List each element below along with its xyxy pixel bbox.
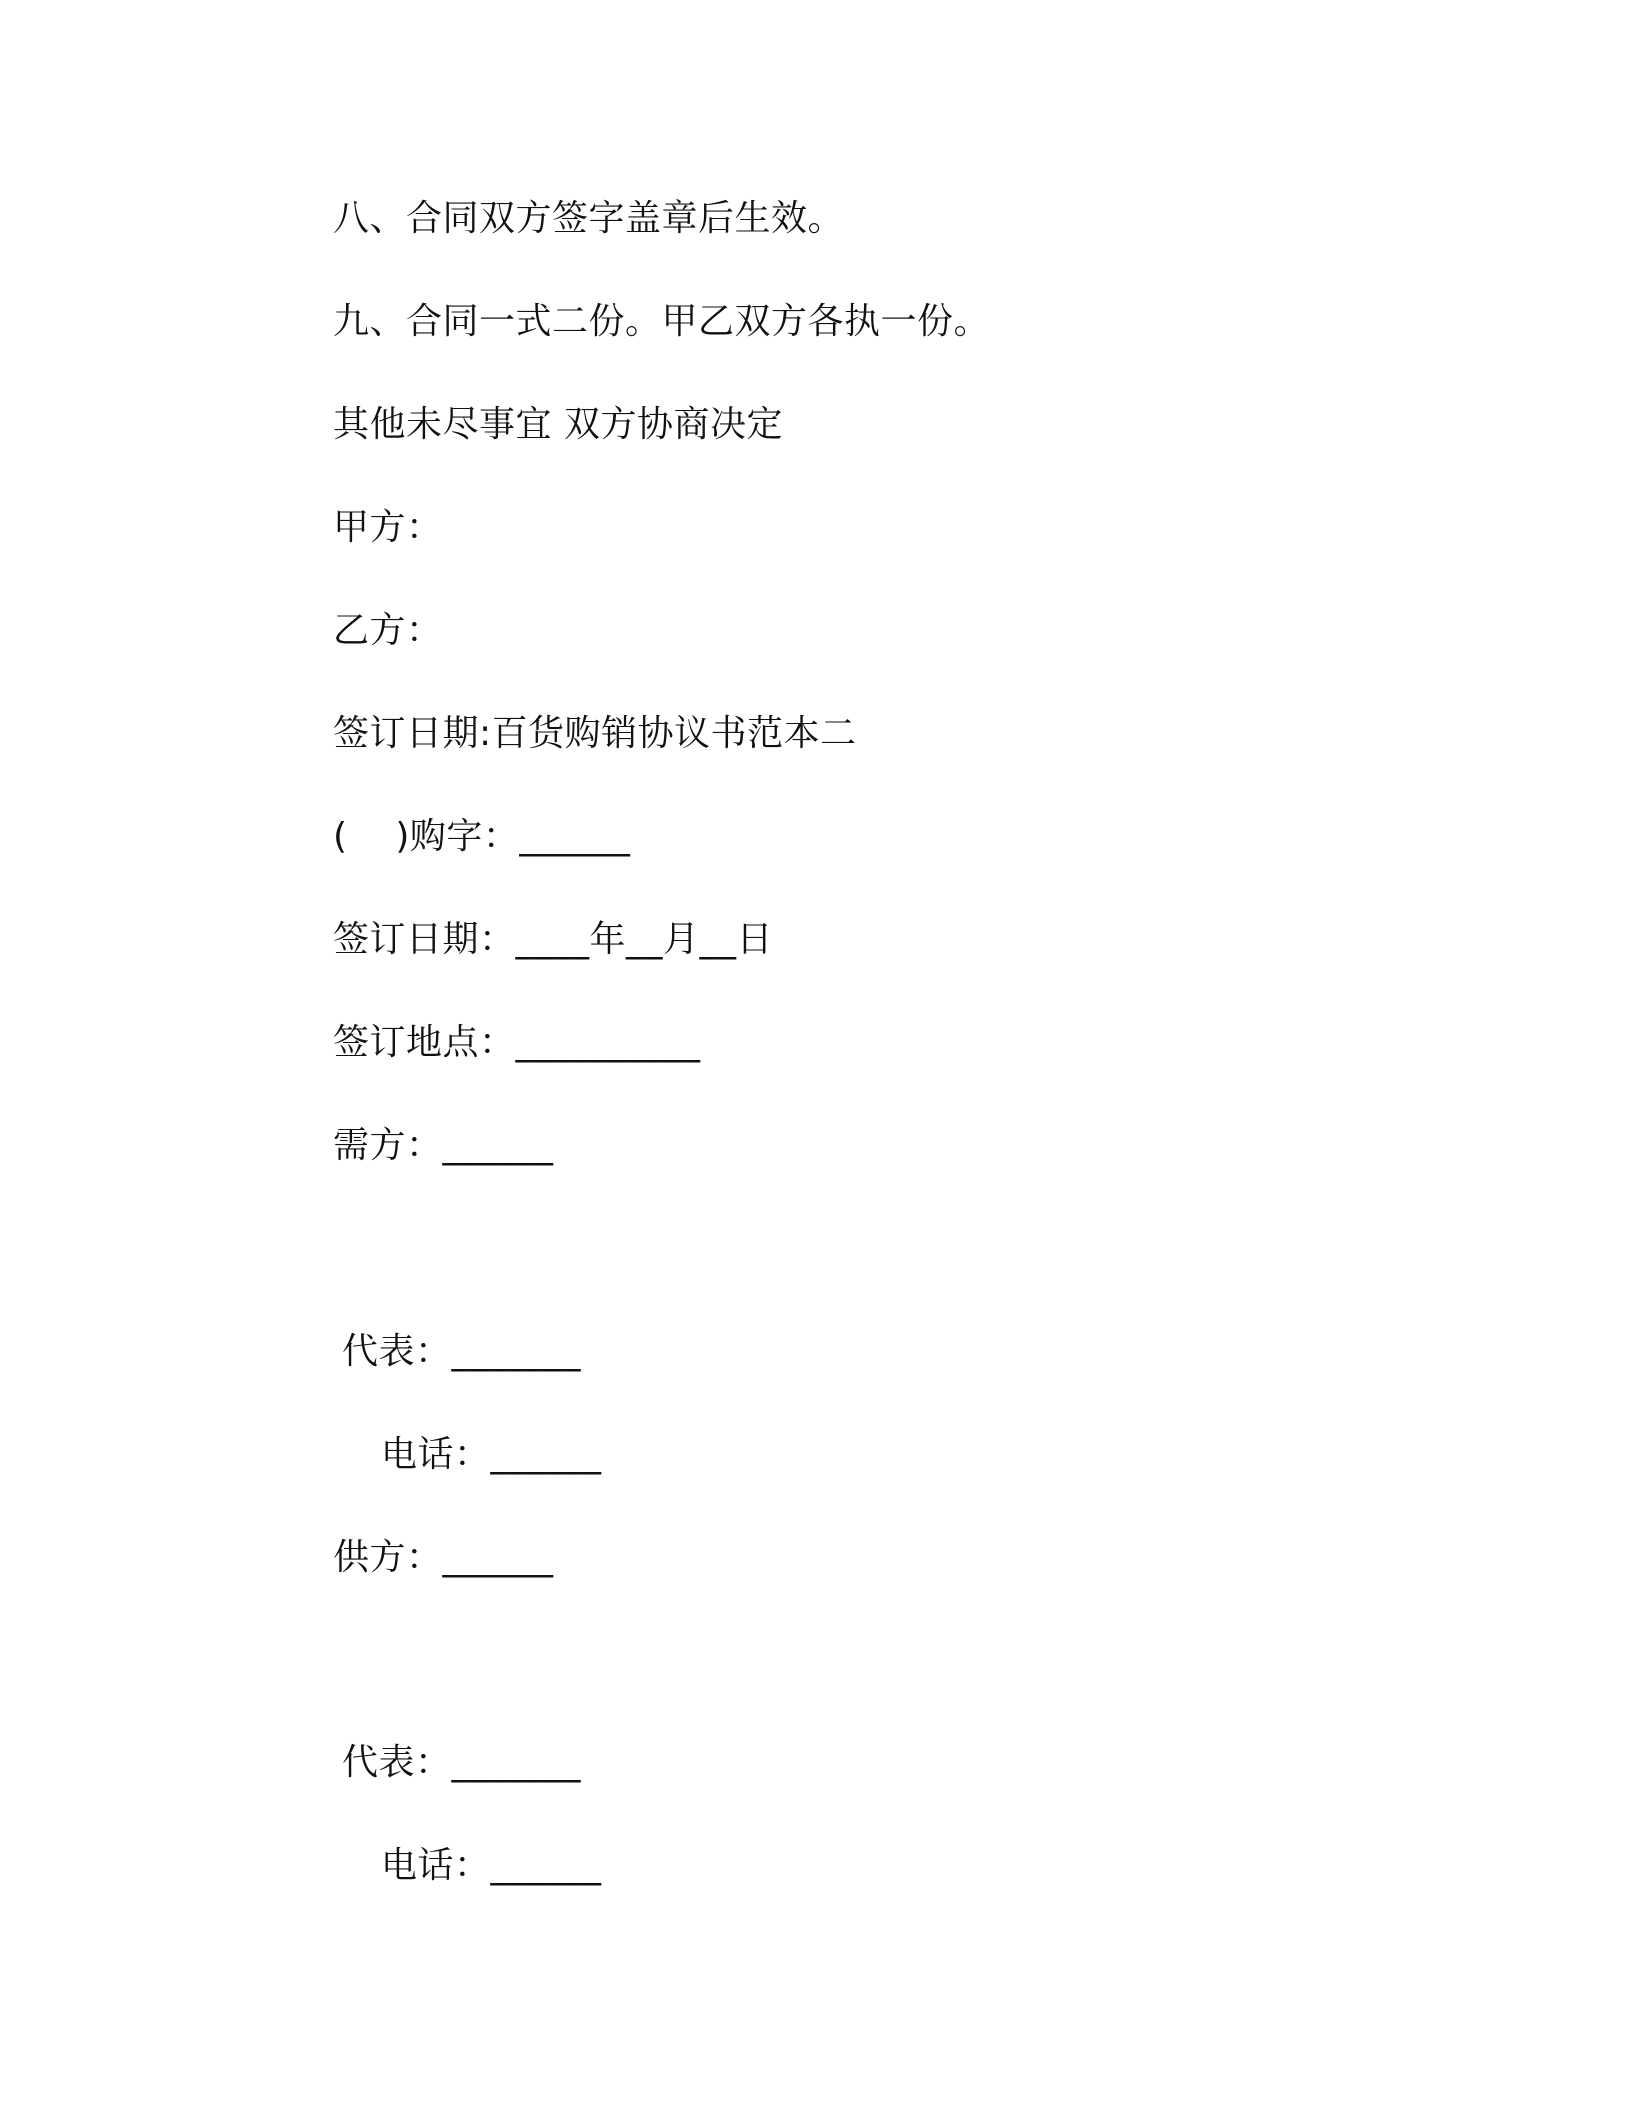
buyer-field: 需方：______ [333, 1125, 554, 1166]
supplier-field: 供方：______ [333, 1537, 554, 1578]
other-matters-note: 其他未尽事宜 双方协商决定 [333, 404, 783, 445]
supplier-representative-field: 代表：_______ [342, 1742, 582, 1783]
party-b-label: 乙方： [333, 610, 443, 651]
clause-8-effective: 八、合同双方签字盖章后生效。 [333, 198, 845, 239]
buyer-phone-field: 电话：______ [381, 1434, 602, 1475]
supplier-phone-field: 电话：______ [381, 1845, 602, 1886]
purchase-number-field: ( )购字：______ [333, 816, 631, 857]
buyer-representative-field: 代表：_______ [342, 1331, 582, 1372]
clause-9-copies: 九、合同一式二份。甲乙双方各执一份。 [333, 301, 991, 342]
signing-date-title: 签订日期:百货购销协议书范本二 [333, 713, 857, 754]
signing-date-field: 签订日期：____年__月__日 [333, 919, 774, 960]
party-a-label: 甲方： [333, 507, 443, 548]
signing-place-field: 签订地点：__________ [333, 1022, 701, 1063]
